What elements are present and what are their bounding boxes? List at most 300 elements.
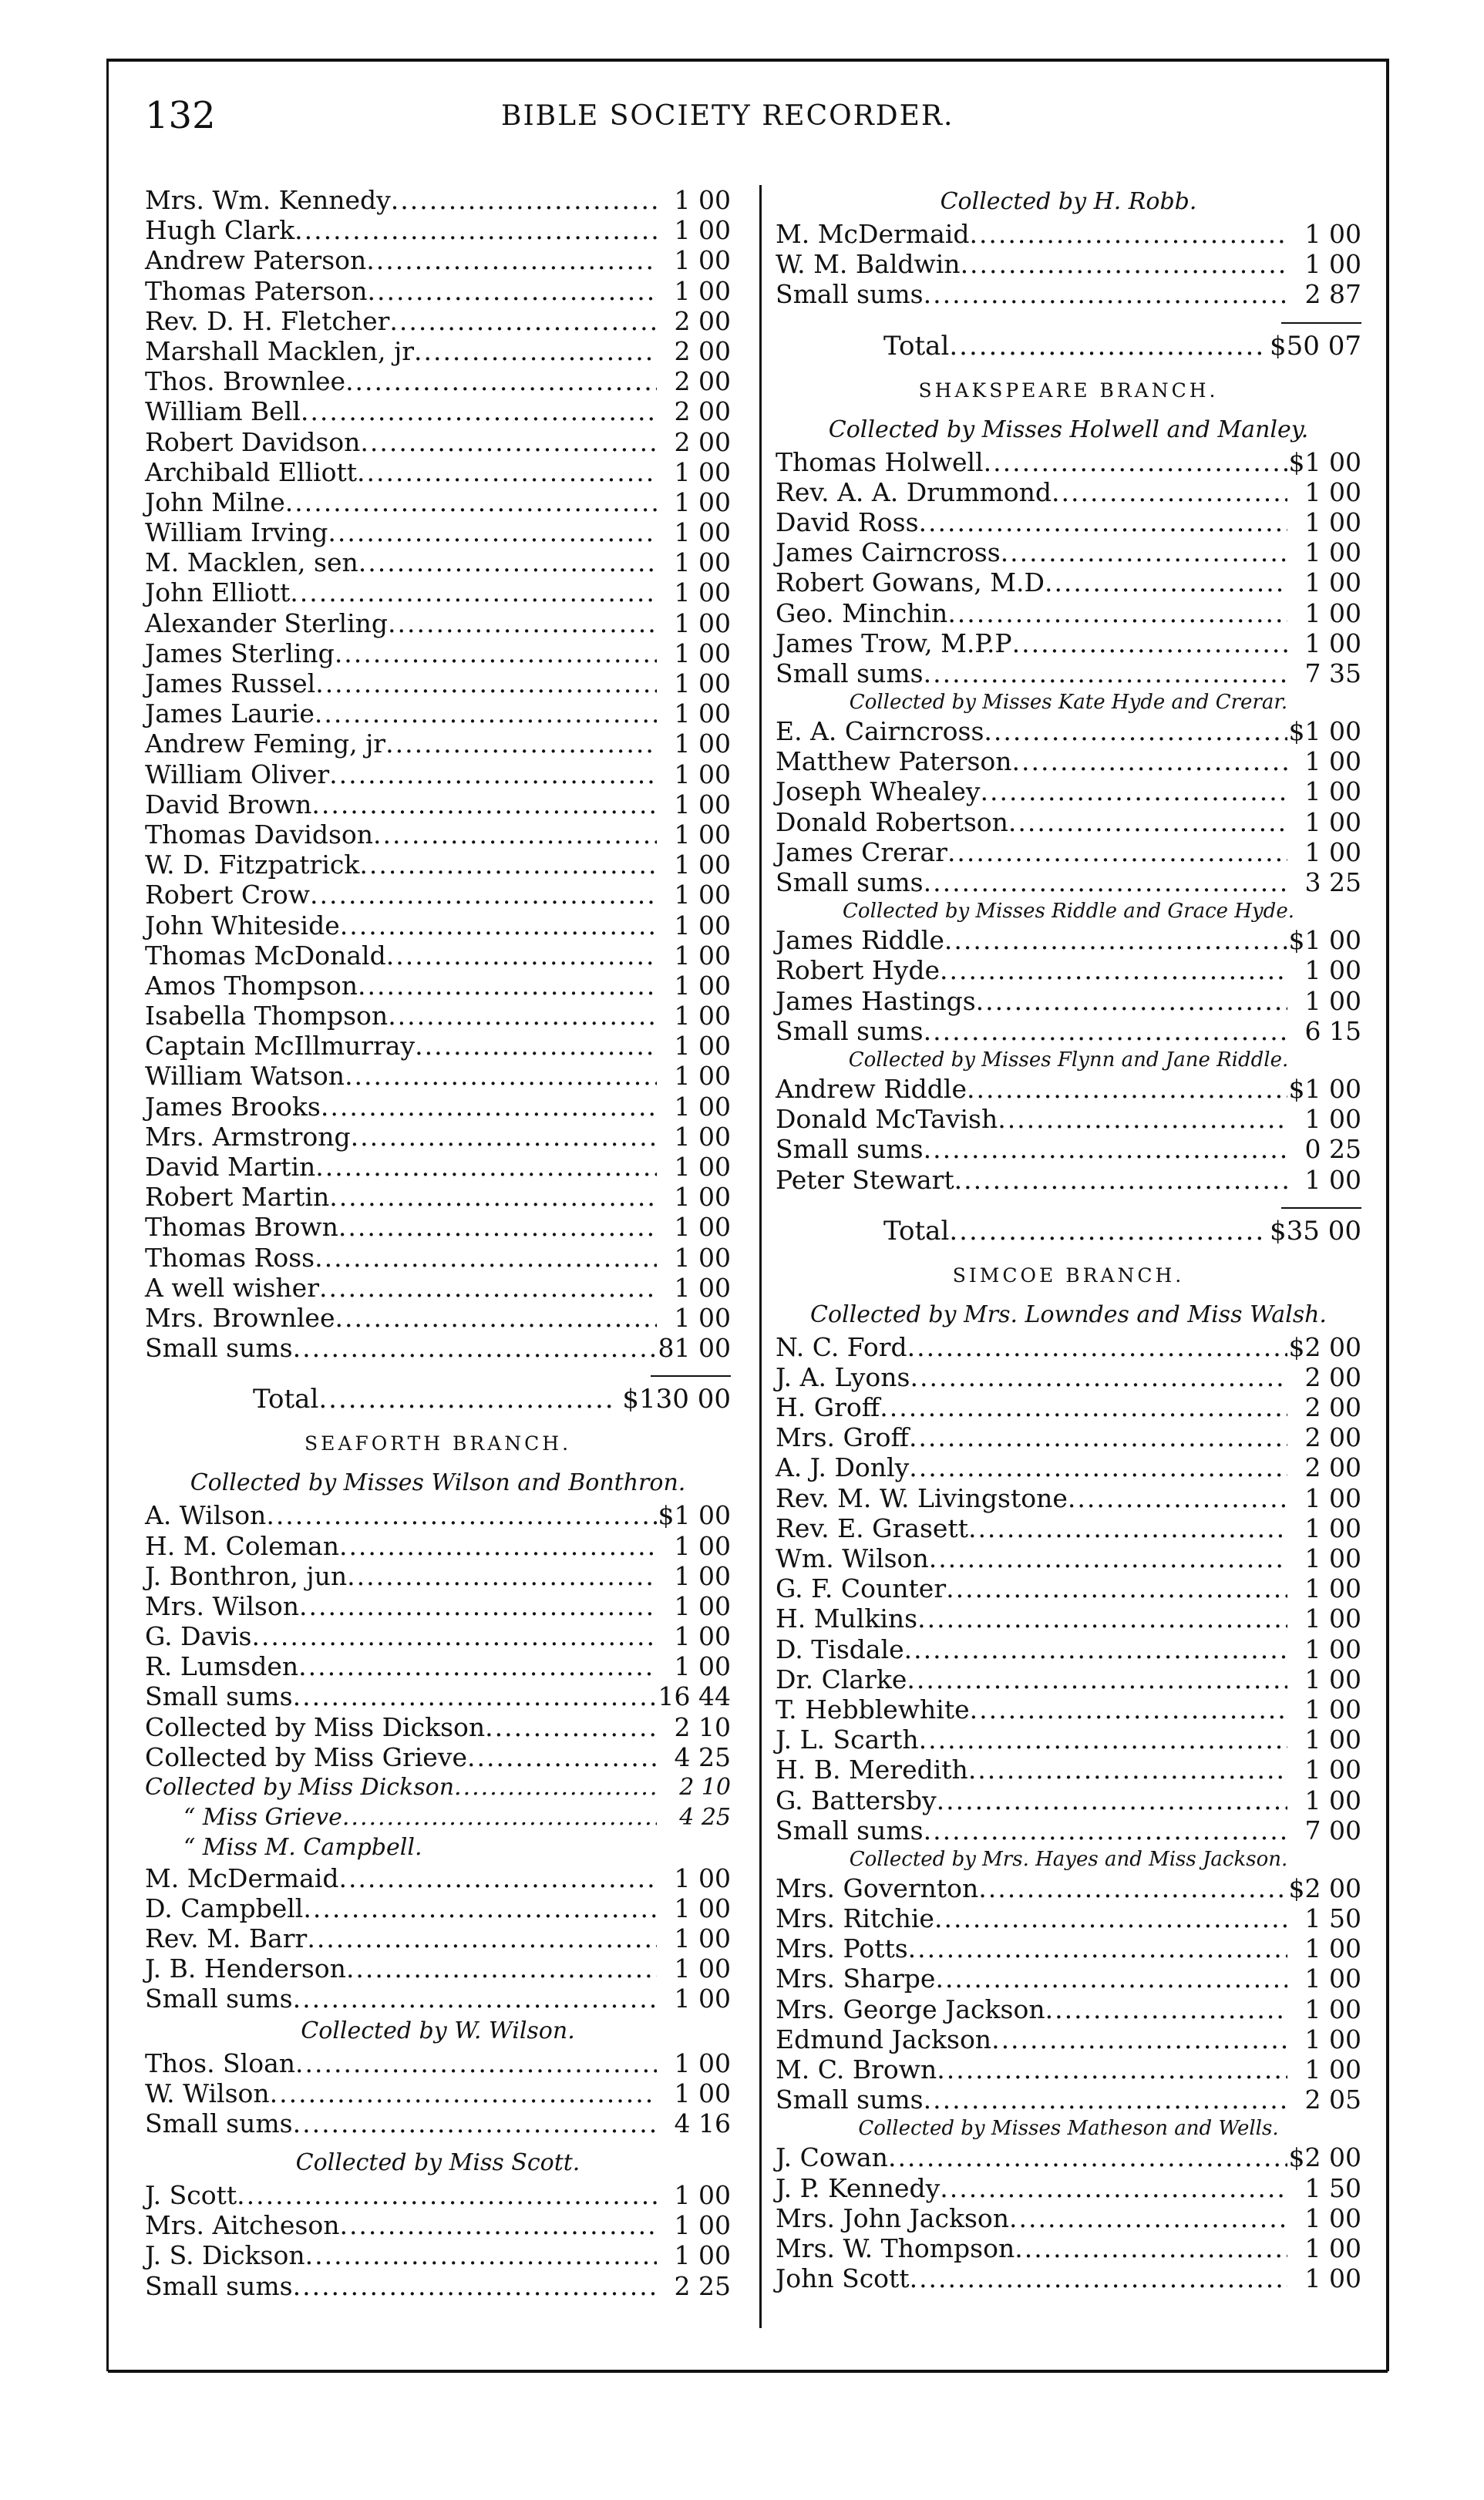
- leader-dots: [934, 1903, 1287, 1933]
- entry-amount: 1 00: [1304, 1543, 1361, 1573]
- entry-name: Alexander Sterling: [145, 607, 389, 638]
- entry-name: William Oliver: [145, 759, 330, 789]
- entry-amount: 1 00: [674, 1984, 731, 2014]
- entry-row: [776, 2263, 1361, 2293]
- entry-amount: 0 25: [1304, 1134, 1361, 1165]
- entry-name: Captain McIllmurray: [145, 1031, 416, 1062]
- leader-dots: [924, 2084, 1287, 2115]
- leader-dots: [917, 1603, 1287, 1634]
- leader-dots: [351, 1122, 657, 1152]
- entry-name: David Ross: [776, 506, 919, 537]
- leader-dots: [949, 324, 1261, 368]
- entry-amount: 1 00: [1304, 2233, 1361, 2263]
- entry-row: [776, 925, 1361, 955]
- entry-amount: 1 00: [674, 456, 731, 487]
- entry-name: Mrs. John Jackson: [776, 2202, 1010, 2233]
- leader-dots: [946, 1573, 1287, 1603]
- leader-dots: [339, 2210, 657, 2240]
- entry-row: [145, 306, 731, 336]
- entry-amount: 1 00: [674, 1152, 731, 1182]
- leader-dots: [976, 986, 1287, 1016]
- leader-dots: [293, 2271, 657, 2301]
- leader-dots: [335, 638, 657, 668]
- entry-name: Mrs. Wilson: [145, 1590, 299, 1621]
- entry-row: [145, 1182, 731, 1212]
- entry-row: [145, 698, 731, 728]
- leader-dots: [307, 1923, 657, 1953]
- leader-dots: [294, 215, 657, 245]
- leader-dots: [388, 1001, 657, 1031]
- entry-amount: 1 00: [674, 1530, 731, 1561]
- entry-amount: 1 00: [674, 2078, 731, 2108]
- entry-amount: 1 00: [1304, 2263, 1361, 2294]
- entry-amount: 1 00: [674, 517, 731, 548]
- collector-heading: Collected by H. Robb.: [940, 188, 1197, 215]
- entry-name: William Bell: [145, 396, 301, 427]
- entry-row: [145, 850, 731, 880]
- entry-row: [145, 1772, 731, 1802]
- total-row: [145, 1377, 731, 1422]
- entry-amount: 2 00: [674, 426, 731, 457]
- leader-dots: [910, 1362, 1288, 1392]
- entry-name: Robert Gowans, M.D: [776, 567, 1045, 598]
- entry-row: [145, 668, 731, 698]
- leader-dots: [909, 1422, 1287, 1452]
- leader-dots: [298, 1651, 657, 1681]
- entry-amount: 1 00: [674, 2180, 731, 2211]
- entry-row: [145, 1001, 731, 1031]
- leader-dots: [984, 716, 1287, 746]
- total-row: [776, 324, 1361, 368]
- leader-dots: [1009, 2203, 1287, 2233]
- entry-row: [776, 447, 1361, 477]
- entry-row: [145, 1500, 731, 1530]
- left-column: [145, 185, 731, 2301]
- leader-dots: [266, 1500, 657, 1530]
- entry-row: [145, 396, 731, 426]
- entry-row: [145, 940, 731, 971]
- leader-dots: [270, 2078, 657, 2108]
- entry-name: Small sums: [145, 1333, 293, 1364]
- entry-row: [776, 537, 1361, 567]
- entry-row: [145, 1621, 731, 1651]
- leader-dots: [345, 366, 657, 396]
- entry-name: Small sums: [145, 2108, 293, 2138]
- leader-dots: [935, 1963, 1287, 1994]
- entry-name: Peter Stewart: [776, 1164, 954, 1195]
- entry-name: Dr. Clarke: [776, 1664, 907, 1694]
- leader-dots: [1012, 746, 1287, 776]
- collector-heading: Collected by Misses Riddle and Grace Hyde.: [843, 900, 1294, 924]
- entry-name: Mrs. Armstrong: [145, 1121, 351, 1152]
- leader-dots: [454, 1772, 657, 1802]
- collector-heading: Collected by Misses Holwell and Manley.: [828, 416, 1309, 443]
- entry-amount: 1 00: [1304, 1573, 1361, 1604]
- entry-row: [776, 867, 1361, 897]
- entry-name: David Martin: [145, 1152, 316, 1182]
- leader-dots: [929, 1543, 1287, 1573]
- entry-amount: 1 00: [674, 1651, 731, 1682]
- right-column: [776, 185, 1361, 2293]
- leader-dots: [293, 1984, 657, 2014]
- collector-heading: Collected by Misses Matheson and Wells.: [858, 2117, 1279, 2141]
- entry-name: Rev. M. Barr: [145, 1923, 308, 1953]
- entry-amount: 6 15: [1304, 1015, 1361, 1046]
- entry-name: Small sums: [776, 1134, 924, 1165]
- entry-row: [145, 1561, 731, 1591]
- entry-amount: 1 00: [674, 1953, 731, 1984]
- leader-dots: [947, 598, 1287, 628]
- entry-list: [145, 185, 731, 1363]
- entry-amount: 1 00: [674, 1560, 731, 1591]
- entry-row: [145, 1712, 731, 1742]
- entry-amount: 1 00: [674, 728, 731, 759]
- entry-row: [776, 658, 1361, 688]
- leader-dots: [328, 517, 657, 547]
- entry-name: James Riddle: [776, 925, 944, 956]
- entry-amount: 1 00: [674, 638, 731, 668]
- entry-name: Rev. D. H. Fletcher: [145, 305, 390, 336]
- entry-name: W. Wilson: [145, 2078, 270, 2108]
- entry-amount: 1 00: [1304, 537, 1361, 568]
- entry-row: [145, 487, 731, 517]
- branch-heading: SEAFORTH BRANCH.: [304, 1432, 572, 1455]
- entry-amount: 1 00: [674, 850, 731, 880]
- entry-row: [145, 215, 731, 245]
- leader-dots: [346, 1953, 657, 1984]
- leader-dots: [954, 1165, 1287, 1195]
- entry-row: [145, 1531, 731, 1561]
- total-amount: $35 00: [1270, 1215, 1361, 1247]
- entry-row: [145, 517, 731, 547]
- entry-row: [145, 2180, 731, 2210]
- entry-amount: 1 00: [1304, 985, 1361, 1016]
- entry-name: Matthew Paterson: [776, 746, 1012, 777]
- entry-amount: 2 10: [674, 1711, 731, 1742]
- entry-list: [776, 1873, 1361, 2115]
- entry-name: Mrs. Sharpe: [776, 1963, 936, 1994]
- entry-amount: 1 00: [1304, 776, 1361, 807]
- entry-name: Thomas Ross: [145, 1242, 315, 1273]
- entry-row: [145, 547, 731, 577]
- entry-name: Small sums: [776, 2084, 924, 2115]
- entry-row: [776, 807, 1361, 837]
- entry-amount: 1 00: [1304, 567, 1361, 598]
- entry-row: [145, 336, 731, 366]
- leader-dots: [984, 447, 1287, 477]
- leader-dots: [318, 1377, 615, 1422]
- entry-name: Robert Crow: [145, 880, 311, 910]
- entry-name: H. M. Coleman: [145, 1530, 339, 1561]
- leader-dots: [1045, 567, 1287, 597]
- entry-row: [776, 1104, 1361, 1134]
- leader-dots: [1001, 537, 1287, 567]
- entry-name: Mrs. George Jackson: [776, 1994, 1045, 2024]
- entry-name: James Crerar: [776, 836, 947, 867]
- entry-amount: 1 00: [674, 1212, 731, 1243]
- leader-dots: [285, 487, 657, 517]
- entry-amount: 2 25: [674, 2270, 731, 2301]
- entry-amount: 2 00: [674, 335, 731, 366]
- entry-amount: 1 00: [674, 275, 731, 306]
- entry-amount: 3 25: [1304, 867, 1361, 897]
- entry-row: [776, 1994, 1361, 2024]
- entry-row: [145, 1923, 731, 1953]
- entry-amount: 1 00: [674, 970, 731, 1001]
- entry-amount: 1 00: [674, 668, 731, 698]
- leader-dots: [970, 1694, 1287, 1724]
- entry-row: [145, 638, 731, 668]
- leader-dots: [251, 1621, 657, 1651]
- leader-dots: [338, 1212, 657, 1242]
- collector-heading: Collected by Mrs. Lowndes and Miss Walsh.: [810, 1300, 1327, 1328]
- entry-row: [145, 2240, 731, 2270]
- leader-dots: [315, 1243, 657, 1273]
- entry-row: [145, 1303, 731, 1333]
- entry-amount: $1 00: [1288, 925, 1361, 956]
- entry-name: Small sums: [776, 279, 924, 310]
- entry-name: Donald McTavish: [776, 1104, 998, 1135]
- leader-dots: [485, 1712, 657, 1742]
- leader-dots: [944, 925, 1287, 955]
- entry-list: [145, 2048, 731, 2139]
- entry-amount: 2 00: [1304, 1422, 1361, 1453]
- entry-name: M. McDermaid: [776, 219, 970, 249]
- entry-row: [145, 1953, 731, 1984]
- entry-amount: 1 00: [1304, 1664, 1361, 1694]
- leader-dots: [991, 2024, 1287, 2054]
- entry-amount: $1 00: [658, 1500, 731, 1531]
- leader-dots: [293, 1681, 657, 1711]
- leader-dots: [368, 276, 657, 306]
- entry-row: [776, 567, 1361, 597]
- frame-bottom-rule: [108, 2370, 1388, 2373]
- entry-amount: 2 00: [1304, 1361, 1361, 1392]
- entry-name: John Scott: [776, 2263, 910, 2294]
- entry-row: [145, 819, 731, 850]
- entry-amount: 1 00: [1304, 1694, 1361, 1724]
- entry-name: Marshall Macklen, jr: [145, 335, 414, 366]
- leader-dots: [924, 279, 1287, 309]
- entry-row: [145, 1243, 731, 1273]
- entry-row: [776, 1016, 1361, 1046]
- leader-dots: [907, 1664, 1287, 1694]
- entry-name: “ Miss Grieve: [183, 1804, 342, 1832]
- entry-amount: $2 00: [1288, 1872, 1361, 1903]
- leader-dots: [345, 1061, 657, 1091]
- entry-row: [776, 716, 1361, 746]
- entry-amount: 1 00: [1304, 1724, 1361, 1755]
- leader-dots: [319, 1273, 657, 1303]
- entry-row: [776, 219, 1361, 249]
- leader-dots: [347, 1561, 657, 1591]
- leader-dots: [919, 1724, 1287, 1755]
- entry-name: William Watson: [145, 1061, 345, 1092]
- entry-name: Edmund Jackson: [776, 2024, 992, 2054]
- entry-row: [776, 2233, 1361, 2263]
- entry-list: [776, 716, 1361, 897]
- entry-row: [776, 1543, 1361, 1573]
- leader-dots: [910, 2263, 1287, 2293]
- entry-row: [145, 1273, 731, 1303]
- entry-amount: 1 00: [674, 2047, 731, 2078]
- entry-row: [145, 1092, 731, 1122]
- entry-name: Small sums: [145, 1984, 293, 2014]
- entry-row: [776, 1815, 1361, 1846]
- leader-dots: [335, 1303, 658, 1333]
- leader-dots: [949, 1209, 1261, 1253]
- entry-name: Small sums: [776, 1015, 924, 1046]
- leader-dots: [1052, 477, 1287, 507]
- entry-name: Andrew Riddle: [776, 1073, 967, 1104]
- leader-dots: [301, 396, 657, 426]
- leader-dots: [919, 507, 1287, 537]
- leader-dots: [904, 1634, 1287, 1664]
- entry-amount: 1 00: [1304, 955, 1361, 986]
- entry-name: Amos Thompson: [145, 970, 358, 1001]
- leader-dots: [237, 2180, 657, 2210]
- leader-dots: [293, 2108, 657, 2138]
- leader-dots: [961, 249, 1287, 279]
- entry-name: W. M. Baldwin: [776, 249, 961, 280]
- entry-row: [776, 249, 1361, 279]
- entry-name: Mrs. Potts: [776, 1933, 908, 1964]
- entry-amount: 1 00: [1304, 249, 1361, 280]
- entry-name: Isabella Thompson: [145, 1001, 389, 1031]
- leader-dots: [968, 1755, 1287, 1785]
- collector-heading: Collected by W. Wilson.: [301, 2017, 575, 2044]
- leader-dots: [1012, 628, 1287, 658]
- leader-dots: [290, 577, 657, 607]
- leader-dots: [937, 1785, 1287, 1815]
- entry-amount: 1 00: [674, 1272, 731, 1303]
- entry-row: [776, 1074, 1361, 1104]
- entry-row: [145, 1591, 731, 1621]
- entry-amount: $1 00: [1288, 716, 1361, 747]
- leader-dots: [414, 336, 657, 366]
- entry-name: Wm. Wilson: [776, 1543, 929, 1573]
- collector-heading: Collected by Miss Scott.: [295, 2149, 580, 2177]
- entry-name: H. Groff: [776, 1392, 880, 1423]
- entry-row: [145, 759, 731, 789]
- entry-name: Mrs. Governton: [776, 1872, 979, 1903]
- leader-dots: [342, 1802, 657, 1832]
- entry-name: James Sterling: [145, 638, 335, 668]
- entry-row: [776, 2054, 1361, 2084]
- entry-row: [145, 366, 731, 396]
- entry-row: [145, 1863, 731, 1893]
- entry-row: [145, 1122, 731, 1152]
- entry-name: Rev. A. A. Drummond: [776, 476, 1052, 507]
- entry-amount: 81 00: [658, 1333, 731, 1364]
- entry-row: [776, 1573, 1361, 1603]
- entry-row: [145, 1152, 731, 1182]
- entry-name: Joseph Whealey: [776, 776, 981, 807]
- entry-name: John Milne: [145, 486, 285, 517]
- entry-row: [145, 2271, 731, 2301]
- entry-amount: 2 00: [674, 396, 731, 427]
- entry-row: [776, 2203, 1361, 2233]
- entry-name: James Cairncross: [776, 537, 1001, 568]
- entry-name: Thos. Brownlee: [145, 366, 346, 397]
- leader-dots: [1045, 1994, 1287, 2024]
- entry-list: [145, 1500, 731, 1772]
- leader-dots: [937, 2054, 1287, 2084]
- entry-row: [145, 1893, 731, 1923]
- running-head: BIBLE SOCIETY RECORDER.: [501, 100, 954, 132]
- frame-left-rule: [106, 59, 109, 2371]
- leader-dots: [1068, 1483, 1287, 1513]
- entry-name: James Trow, M.P.P: [776, 628, 1012, 658]
- entry-name: Mrs. Wm. Kennedy: [145, 185, 391, 215]
- entry-name: Archibald Elliott: [145, 456, 358, 487]
- entry-amount: 1 00: [674, 819, 731, 850]
- entry-name: Rev. E. Grasett: [776, 1512, 968, 1543]
- entry-name: Thomas McDonald: [145, 940, 386, 971]
- entry-amount: 1 00: [674, 1621, 731, 1652]
- leader-dots: [389, 306, 657, 336]
- entry-name: Collected by Miss Dickson: [145, 1711, 486, 1742]
- entry-row: [776, 2084, 1361, 2115]
- leader-dots: [415, 1031, 657, 1061]
- entry-name: Collected by Miss Grieve: [145, 1741, 467, 1772]
- entry-name: James Hastings: [776, 985, 976, 1016]
- entry-list: [776, 447, 1361, 689]
- entry-name: A. J. Donly: [776, 1452, 910, 1483]
- leader-dots: [880, 1392, 1287, 1422]
- collector-heading: Collected by Misses Wilson and Bonthron.: [190, 1469, 686, 1497]
- entry-amount: 1 00: [674, 1923, 731, 1953]
- entry-amount: 4 25: [674, 1741, 731, 1772]
- leader-dots: [321, 1092, 657, 1122]
- entry-row: [776, 507, 1361, 537]
- leader-dots: [299, 1591, 657, 1621]
- entry-name: Small sums: [145, 2270, 293, 2301]
- entry-row: [145, 427, 731, 457]
- entry-row: [776, 986, 1361, 1016]
- entry-row: [776, 1392, 1361, 1422]
- entry-list: [776, 1074, 1361, 1195]
- entry-name: Mrs. Brownlee: [145, 1302, 335, 1333]
- entry-amount: 1 50: [1304, 2172, 1361, 2203]
- entry-amount: $2 00: [1288, 2142, 1361, 2173]
- leader-dots: [359, 850, 657, 880]
- leader-dots: [1015, 2233, 1287, 2263]
- entry-row: [776, 2173, 1361, 2203]
- entry-amount: 1 00: [674, 1893, 731, 1923]
- entry-amount: 1 00: [1304, 836, 1361, 867]
- entry-row: [776, 1785, 1361, 1815]
- leader-dots: [924, 1016, 1287, 1046]
- entry-name: Collected by Miss Dickson: [145, 1774, 455, 1801]
- entry-amount: 1 00: [674, 1091, 731, 1122]
- entry-row: [145, 1681, 731, 1711]
- entry-name: Donald Robertson: [776, 806, 1008, 837]
- entry-name: James Russel: [145, 668, 316, 698]
- frame-right-rule: [1386, 59, 1389, 2371]
- entry-name: Robert Davidson: [145, 426, 361, 457]
- leader-dots: [295, 2048, 657, 2078]
- leader-dots: [310, 880, 657, 910]
- entry-row: [776, 955, 1361, 985]
- entry-row: [145, 2078, 731, 2108]
- entry-list: [776, 2142, 1361, 2293]
- entry-amount: 16 44: [658, 1681, 731, 1712]
- leader-dots: [373, 819, 657, 850]
- entry-row: [145, 880, 731, 910]
- entry-amount: 1 00: [1304, 1755, 1361, 1785]
- entry-row: [776, 746, 1361, 776]
